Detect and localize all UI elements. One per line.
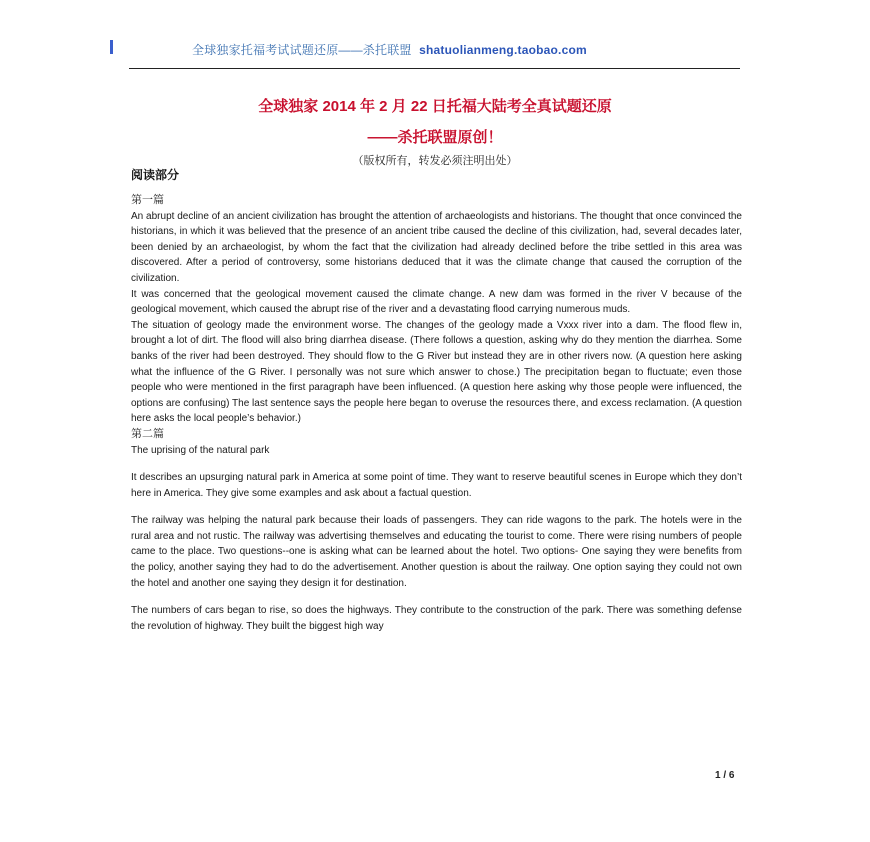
passage2-paragraph: The numbers of cars began to rise, so does the highways. They contribute to the construction of the park. There was something defense the revolution of highway. They built the biggest high way (131, 605, 742, 632)
page-number: 1 / 6 (715, 770, 735, 781)
passage1-label: 第一篇 (131, 194, 164, 206)
header-divider (129, 68, 740, 69)
passage2-title: The uprising of the natural park (131, 444, 270, 456)
paragraph-gap (131, 591, 742, 603)
passage2-paragraph: It describes an upsurging natural park in America at some point of time. They want to reserve beautiful scenes in Europe which they don’t here in America. They give some examples and ask about a factual question. (131, 472, 742, 499)
document-title: 全球独家 2014 年 2 月 22 日托福大陆考全真试题还原 (258, 98, 612, 115)
paragraph-gap (131, 501, 742, 513)
passage1-paragraph: It was concerned that the geological movement caused the climate change. A new dam was formed in the river V because of the geological movement, which caused the abrupt rise of the river and a devastating flood carrying numerous muds. (131, 288, 742, 316)
page-header (192, 41, 587, 58)
copyright-notice: （版权所有，转发必须注明出处） (352, 155, 518, 167)
passage2-label: 第二篇 (131, 427, 164, 440)
section-heading: 阅读部分 (131, 168, 180, 182)
header-url: shatuolianmeng.taobao.com (419, 43, 587, 57)
paragraph-gap (131, 458, 742, 470)
document-subtitle: ——杀托联盟原创！ (367, 129, 503, 146)
passage1-paragraph: An abrupt decline of an ancient civilization has brought the attention of archaeologists and historians. The thought that once convinced the historians, in which it was believed that the presence of an ancient tribe caused the decline of this civilization, had, several decades later, been denied by an archaeologist, by whom the fact that the civilization had already declined before the tribe settled in this area was discovered. After a period of controversy, some historians deduced that it was the climate change that caused the corruption of the civilization. (131, 210, 742, 284)
passage1-paragraph: The situation of geology made the environment worse. The changes of the geology made a Vxxx river into a dam. The flood flew in, brought a lot of dirt. The flood will also bring diarrhea disease. (There follows a question, asking why do they mention the diarrhea. Some banks of the river had been destroyed. They should flow to the G River but instead they are in other rivers now. (A question here asking what the influence of the G River. I personally was not sure which answer to chose.) The precipitation began to fluctuate; even those people who were mentioned in the first paragraph have been influenced. (A question here asking why those people were influenced, the options are confusing) The last sentence says the people here began to overuse the resources there, and excess reclamation. (A question here asks the local people’s behavior.) (131, 319, 742, 425)
header-text: 全球独家托福考试试题还原——杀托联盟 (192, 43, 412, 57)
margin-marker (110, 40, 113, 54)
passage-body (131, 193, 742, 634)
passage2-paragraph: The railway was helping the natural park because their loads of passengers. They can ride wagons to the park. The hotels were in the rural area and not rustic. The railway was advertising themselves and educating the tourist to come. There were rising numbers of people came to the place. Two questions--one is asking what can be learned about the hotel. Two options- One saying they were benefits from the policy, another saying they had to do the advertisement. Another question is about the railway. One option saying they could not own the hotel and another one saying they design it for destination. (131, 515, 742, 589)
